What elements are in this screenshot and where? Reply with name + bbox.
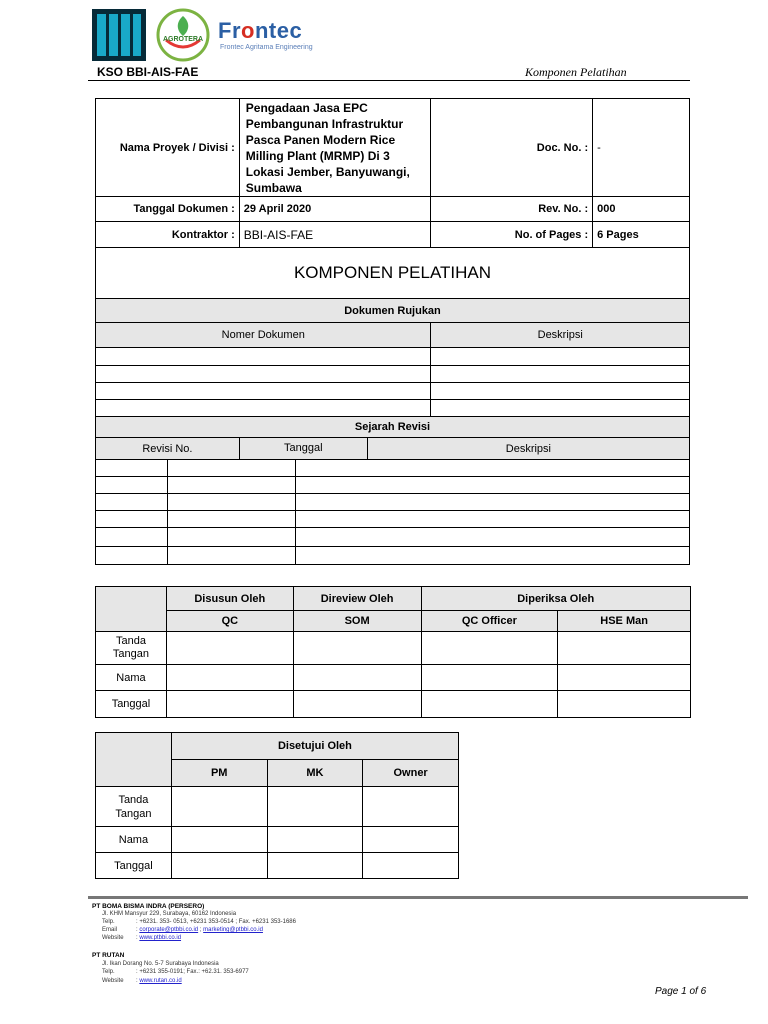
date-value: 29 April 2020 xyxy=(239,197,431,222)
revision-cell xyxy=(168,547,296,565)
revision-cell xyxy=(168,528,296,547)
date-box[interactable] xyxy=(293,691,421,718)
revision-cell xyxy=(168,477,296,494)
date-box[interactable] xyxy=(558,691,691,718)
document-info-table xyxy=(95,98,690,460)
project-label: Nama Proyek / Divisi : xyxy=(96,99,240,197)
approved-by-heading: Disetujui Oleh xyxy=(171,733,458,760)
name-box[interactable] xyxy=(171,827,267,853)
references-cell xyxy=(96,400,431,417)
references-col-number: Nomer Dokumen xyxy=(96,323,431,348)
references-cell xyxy=(96,383,431,400)
reviewed-by-heading: Direview Oleh xyxy=(293,587,421,611)
date-box[interactable] xyxy=(421,691,558,718)
revisions-header-split xyxy=(239,438,689,460)
references-cell xyxy=(431,366,690,383)
approval-row-date: Tanggal xyxy=(96,853,172,879)
signature-box[interactable] xyxy=(421,632,558,665)
name-box[interactable] xyxy=(267,827,363,853)
footer-c1-web-row: Website : www.ptbbi.co.id xyxy=(102,935,182,941)
footer-c1-telp-label: Telp. xyxy=(102,919,115,925)
revision-cell xyxy=(96,494,168,511)
prepared-by-heading: Disusun Oleh xyxy=(166,587,293,611)
signoff-row-date: Tanggal xyxy=(96,691,167,718)
mk-heading: MK xyxy=(267,760,363,787)
date-label: Tanggal Dokumen : xyxy=(96,197,240,222)
approval-row-name: Nama xyxy=(96,827,172,853)
qc-heading: QC xyxy=(166,611,293,632)
bbi-logo xyxy=(92,9,146,61)
pm-heading: PM xyxy=(171,760,267,787)
signature-box[interactable] xyxy=(293,632,421,665)
frontec-logo: Frontec xyxy=(218,18,303,43)
revisions-col-date: Tanggal xyxy=(240,438,368,459)
signature-box[interactable] xyxy=(267,787,363,827)
references-cell xyxy=(431,348,690,366)
signature-box[interactable] xyxy=(171,787,267,827)
agrotera-logo xyxy=(156,8,210,62)
pages-value: 6 Pages xyxy=(593,222,690,248)
signature-box[interactable] xyxy=(363,787,459,827)
revision-cell xyxy=(96,511,168,528)
revision-cell xyxy=(96,547,168,565)
email-link-corporate[interactable]: corporate@ptbbi.co.id xyxy=(139,927,199,933)
revision-cell xyxy=(96,477,168,494)
date-box[interactable] xyxy=(166,691,293,718)
checked-by-heading: Diperiksa Oleh xyxy=(421,587,691,611)
doc-no-label: Doc. No. : xyxy=(431,99,593,197)
contractor-label: Kontraktor : xyxy=(96,222,240,248)
owner-heading: Owner xyxy=(363,760,459,787)
rev-no-value: 000 xyxy=(593,197,690,222)
project-value: Pengadaan Jasa EPC Pembangunan Infrastruktur Pasca Panen Modern Rice Milling Plant (MRMP) Di 3 Lokasi Jember, Banyuwangi, Sumbawa xyxy=(239,99,431,197)
revisions-col-rev: Revisi No. xyxy=(96,438,240,460)
footer-company-1: PT BOMA BISMA INDRA (PERSERO) xyxy=(92,903,205,910)
footer-c2-web-row: Website : www.rutan.co.id xyxy=(102,978,182,984)
signoff-row-name: Nama xyxy=(96,665,167,691)
footer-c1-telp-row xyxy=(102,919,402,927)
references-cell xyxy=(431,400,690,417)
footer-c2-telp-label: Telp. xyxy=(102,969,115,975)
references-heading: Dokumen Rujukan xyxy=(96,299,690,323)
contractor-value: BBI-AIS-FAE xyxy=(239,222,431,248)
footer-c2-web-label: Website xyxy=(102,978,124,984)
name-box[interactable] xyxy=(363,827,459,853)
signature-box[interactable] xyxy=(558,632,691,665)
footer-c1-web-label: Website xyxy=(102,935,124,941)
kso-label: KSO BBI-AIS-FAE xyxy=(97,65,199,79)
footer-c2-address: Jl. Ikan Dorang No. 5-7 Surabaya Indonesia xyxy=(102,961,219,967)
website-link-rutan[interactable]: www.rutan.co.id xyxy=(139,978,182,984)
revision-cell xyxy=(296,528,690,547)
signoff-row-signature: Tanda Tangan xyxy=(96,632,167,665)
references-cell xyxy=(431,383,690,400)
date-box[interactable] xyxy=(363,853,459,879)
revision-cell xyxy=(168,511,296,528)
date-box[interactable] xyxy=(171,853,267,879)
footer-company-2: PT RUTAN xyxy=(92,952,125,959)
footer-c1-address: Jl. KHM Mansyur 229, Surabaya, 60162 Indonesia xyxy=(102,911,237,917)
revision-cell xyxy=(296,460,690,477)
header-divider xyxy=(88,80,690,81)
approval-row-signature: Tanda Tangan xyxy=(96,787,172,827)
footer-c1-email-row: Email : corporate@ptbbi.co.id ; marketing@ptbbi.co.id xyxy=(102,927,263,933)
rev-no-label: Rev. No. : xyxy=(431,197,593,222)
revision-cell xyxy=(168,460,296,477)
footer-c2-telp: : +6231 355-0191; Fax.: +62.31. 353-6977 xyxy=(136,969,249,975)
approval-table xyxy=(95,732,459,879)
revision-cell xyxy=(296,511,690,528)
signature-box[interactable] xyxy=(166,632,293,665)
qc-officer-heading: QC Officer xyxy=(421,611,558,632)
email-link-marketing[interactable]: marketing@ptbbi.co.id xyxy=(203,927,263,933)
website-link-ptbbi[interactable]: www.ptbbi.co.id xyxy=(139,935,182,941)
frontec-logo-subtitle: Frontec Agritama Engineering xyxy=(220,44,313,51)
revisions-heading: Sejarah Revisi xyxy=(96,417,690,438)
doc-no-value: - xyxy=(593,99,690,197)
approval-corner xyxy=(96,733,172,787)
name-box[interactable] xyxy=(558,665,691,691)
som-heading: SOM xyxy=(293,611,421,632)
signoff-corner xyxy=(96,587,167,632)
agrotera-logo-text: AGROTERA xyxy=(162,36,204,43)
pages-label: No. of Pages : xyxy=(431,222,593,248)
footer-divider xyxy=(88,896,748,899)
references-cell xyxy=(96,348,431,366)
hse-man-heading: HSE Man xyxy=(558,611,691,632)
name-box[interactable] xyxy=(293,665,421,691)
page-number: Page 1 of 6 xyxy=(655,986,707,997)
name-box[interactable] xyxy=(166,665,293,691)
revision-cell xyxy=(296,477,690,494)
revision-cell xyxy=(296,494,690,511)
header-doc-title: Komponen Pelatihan xyxy=(525,65,627,79)
revisions-col-desc: Deskripsi xyxy=(505,442,551,455)
revisions-rows xyxy=(95,459,690,565)
revision-cell xyxy=(168,494,296,511)
references-col-desc: Deskripsi xyxy=(431,323,690,348)
name-box[interactable] xyxy=(421,665,558,691)
signoff-table xyxy=(95,586,691,718)
footer-c1-email-label: Email xyxy=(102,927,118,933)
revision-cell xyxy=(296,547,690,565)
revision-cell xyxy=(96,528,168,547)
footer-c2-telp-row xyxy=(102,969,402,977)
footer-c1-telp: : +6231. 353- 0513, +6231 353-0514 ; Fax. +6231 353-1686 xyxy=(136,919,296,925)
date-box[interactable] xyxy=(267,853,363,879)
main-title: KOMPONEN PELATIHAN xyxy=(96,248,690,299)
revision-cell xyxy=(96,460,168,477)
references-cell xyxy=(96,366,431,383)
